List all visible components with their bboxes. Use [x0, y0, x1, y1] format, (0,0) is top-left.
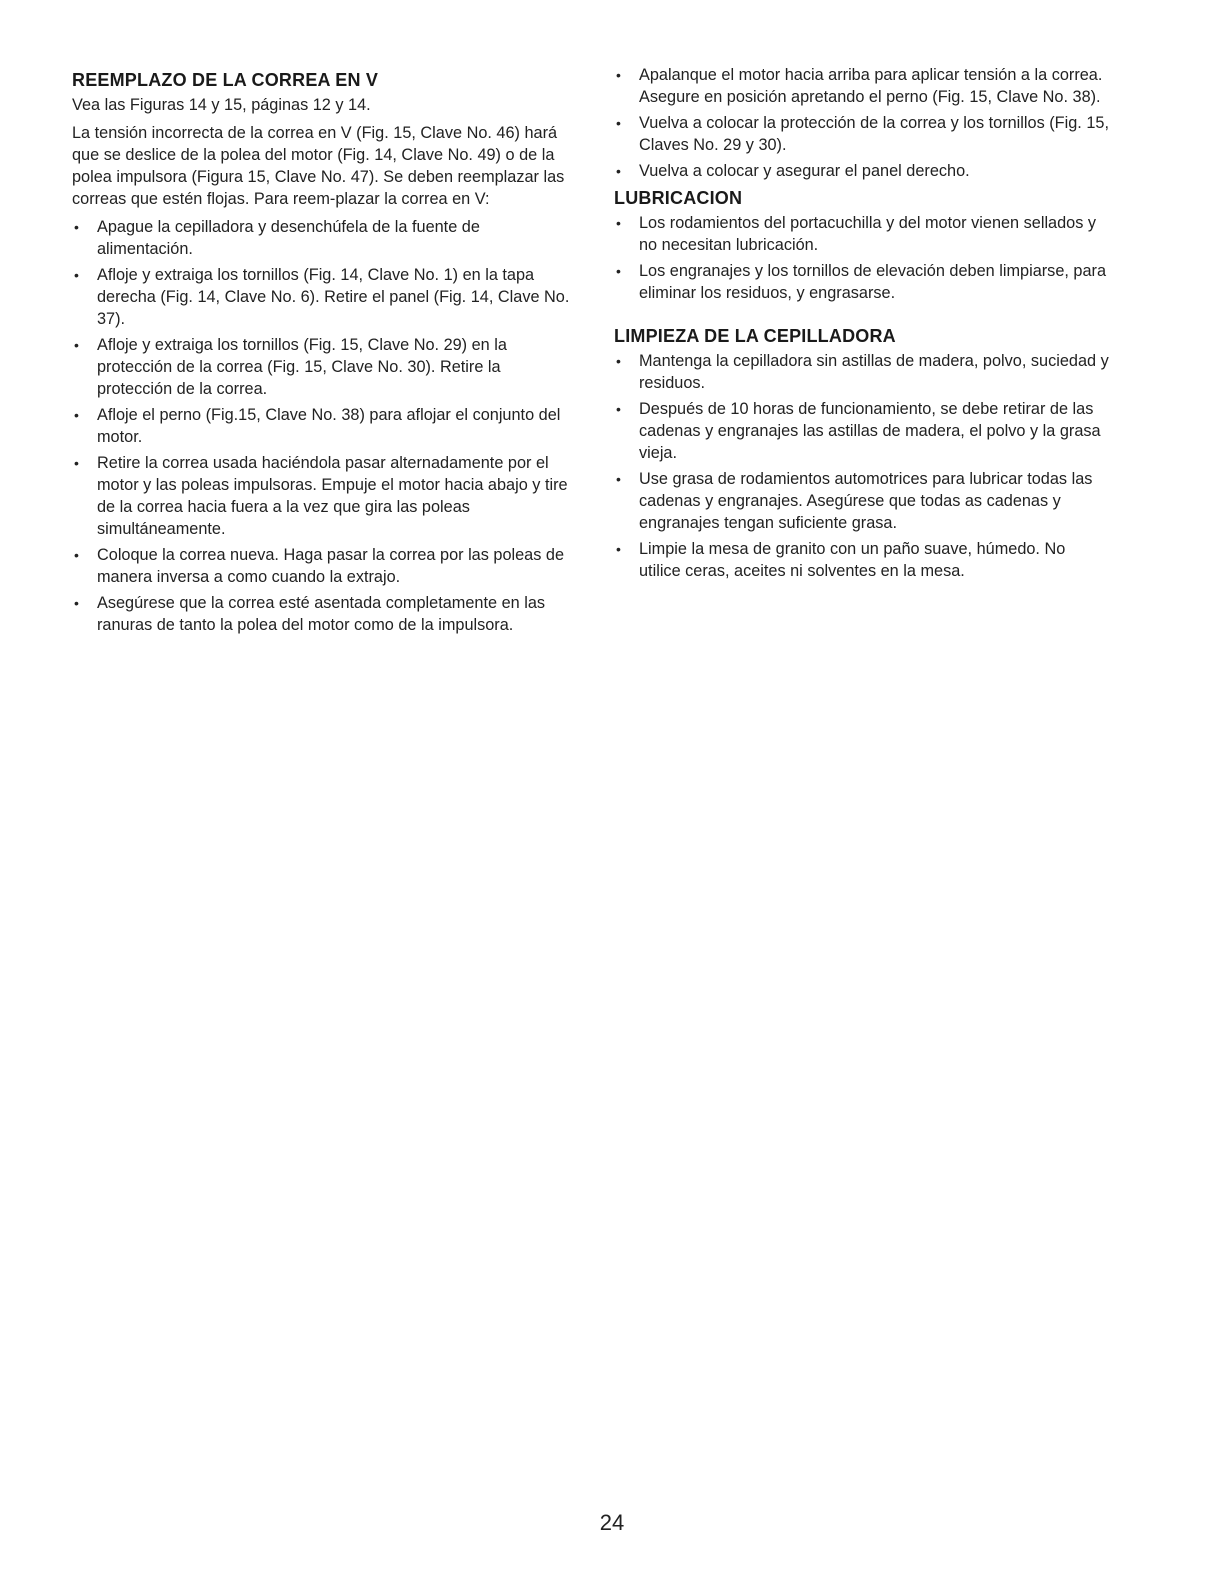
right-column — [614, 64, 1109, 586]
page-number: 24 — [599, 1510, 625, 1535]
bullet-icon: • — [74, 337, 79, 353]
steps-list-continued — [614, 64, 1109, 182]
bullet-icon: • — [74, 267, 79, 283]
list-item: • Retire la correa usada haciéndola pasar alternadamente por el motor y las poleas impulsoras. Empuje el motor hacia abajo y tire de la correa hacia fuera a la vez que gira las poleas simultáneamente. — [74, 454, 568, 538]
list-item: • Después de 10 horas de funcionamiento, se debe retirar de las cadenas y engranajes las astillas de madera, el polvo y la grasa vieja. — [616, 400, 1101, 462]
list-item: • Asegúrese que la correa esté asentada completamente en las ranuras de tanto la polea del motor como de la impulsora. — [74, 594, 546, 634]
bullet-icon: • — [616, 115, 621, 131]
list-item: • Apague la cepilladora y desenchúfela de la fuente de alimentación. — [74, 218, 480, 258]
steps-list — [72, 216, 572, 636]
list-item: • Afloje el perno (Fig.15, Clave No. 38) para aflojar el conjunto del motor. — [74, 406, 561, 446]
bullet-icon: • — [616, 263, 621, 279]
bullet-icon: • — [74, 455, 79, 471]
bullet-icon: • — [74, 595, 79, 611]
list-item: • Coloque la correa nueva. Haga pasar la correa por las poleas de manera inversa a como cuando la extrajo. — [74, 546, 565, 586]
limpieza-list — [614, 350, 1109, 582]
bullet-icon: • — [616, 163, 621, 179]
bullet-icon: • — [616, 353, 621, 369]
left-column — [72, 64, 572, 640]
bullet-icon: • — [74, 547, 79, 563]
bullet-icon: • — [74, 407, 79, 423]
lubricacion-list — [614, 212, 1109, 304]
list-item: • Afloje y extraiga los tornillos (Fig. 15, Clave No. 29) en la protección de la correa (Fig. 15, Clave No. 30). Retire la protección de la correa. — [74, 336, 507, 398]
list-item: • Mantenga la cepilladora sin astillas de madera, polvo, suciedad y residuos. — [616, 352, 1109, 392]
list-item: • Limpie la mesa de granito con un paño suave, húmedo. No utilice ceras, aceites ni solventes en la mesa. — [616, 540, 1066, 580]
section-heading-reemplazo: REEMPLAZO DE LA CORREA EN V — [72, 70, 379, 90]
bullet-icon: • — [616, 215, 621, 231]
list-item: • Los rodamientos del portacuchilla y del motor vienen sellados y no necesitan lubricación. — [616, 214, 1097, 254]
bullet-icon: • — [74, 219, 79, 235]
list-item: • Los engranajes y los tornillos de elevación deben limpiarse, para eliminar los residuos, y engrasarse. — [616, 262, 1107, 302]
bullet-icon: • — [616, 471, 621, 487]
list-item: • Use grasa de rodamientos automotrices para lubricar todas las cadenas y engranajes. Asegúrese que todas as cadenas y engranajes tengan suficiente grasa. — [616, 470, 1093, 532]
list-item: • Vuelva a colocar la protección de la correa y los tornillos (Fig. 15, Claves No. 29 y 30). — [616, 114, 1109, 154]
bullet-icon: • — [616, 541, 621, 557]
bullet-icon: • — [616, 401, 621, 417]
list-item: • Vuelva a colocar y asegurar el panel derecho. — [616, 162, 970, 180]
list-item: • Afloje y extraiga los tornillos (Fig. 14, Clave No. 1) en la tapa derecha (Fig. 14, Clave No. 6). Retire el panel (Fig. 14, Clave No. 37). — [74, 266, 570, 328]
list-item: • Apalanque el motor hacia arriba para aplicar tensión a la correa. Asegure en posición apretando el perno (Fig. 15, Clave No. 38). — [616, 66, 1103, 106]
body-paragraph: La tensión incorrecta de la correa en V (Fig. 15, Clave No. 46) hará que se deslice de la polea del motor (Fig. 14, Clave No. 49) o de la polea impulsora (Figura 15, Clave No. 47). Se deben reemplazar las correas que estén flojas. Para reem-plazar la correa en V: — [72, 124, 565, 208]
intro-paragraph: Vea las Figuras 14 y 15, páginas 12 y 14. — [72, 96, 371, 114]
section-heading-limpieza: LIMPIEZA DE LA CEPILLADORA — [614, 326, 896, 346]
section-heading-lubricacion: LUBRICACION — [614, 188, 743, 208]
bullet-icon: • — [616, 67, 621, 83]
